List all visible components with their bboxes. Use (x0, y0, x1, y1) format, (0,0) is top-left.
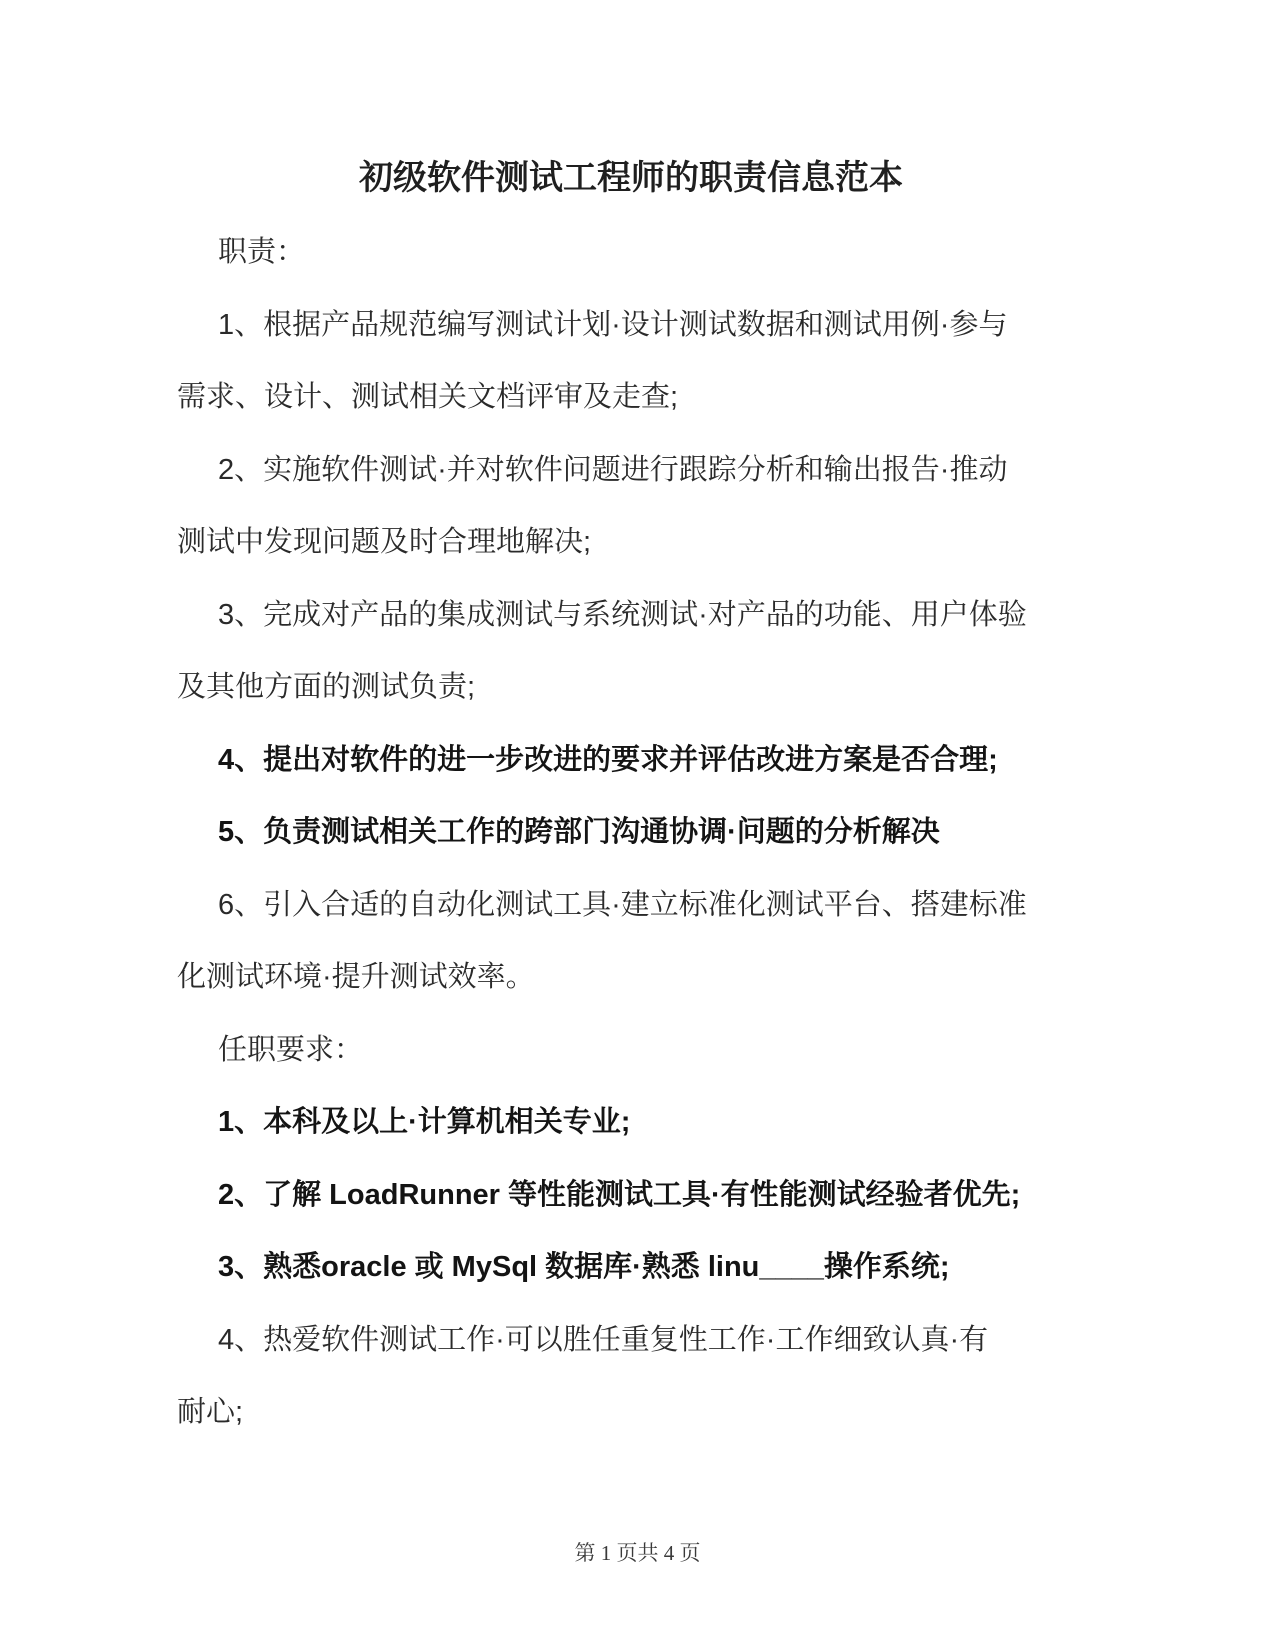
paragraph-line-duty-3a: 3、完成对产品的集成测试与系统测试·对产品的功能、用户体验 (218, 598, 1027, 631)
paragraph-line-requirement-1: 1、本科及以上·计算机相关专业; (218, 1106, 631, 1138)
document-title: 初级软件测试工程师的职责信息范本 (359, 159, 903, 197)
paragraph-line-duty-2a: 2、实施软件测试·并对软件问题进行跟踪分析和输出报告·推动 (218, 453, 1008, 486)
paragraph-line-requirement-4a: 4、热爱软件测试工作·可以胜任重复性工作·工作细致认真·有 (218, 1323, 989, 1356)
paragraph-line-duty-6b: 化测试环境·提升测试效率。 (177, 961, 535, 993)
paragraph-line-duty-1b: 需求、设计、测试相关文档评审及走查; (177, 381, 679, 413)
paragraph-line-duty-6a: 6、引入合适的自动化测试工具·建立标准化测试平台、搭建标准 (218, 888, 1027, 921)
paragraph-line-responsibilities-heading: 职责： (218, 236, 306, 268)
paragraph-line-requirements-heading: 任职要求： (218, 1033, 364, 1066)
paragraph-line-duty-4: 4、提出对软件的进一步改进的要求并评估改进方案是否合理; (218, 743, 998, 776)
paragraph-line-duty-1a: 1、根据产品规范编写测试计划·设计测试数据和测试用例·参与 (218, 308, 1008, 341)
document-body (177, 216, 1085, 1449)
paragraph-line-duty-3b: 及其他方面的测试负责; (177, 671, 476, 703)
paragraph-line-requirement-3: 3、熟悉oracle 或 MySql 数据库·熟悉 linu____操作系统; (218, 1251, 950, 1283)
page-number: 第 1 页共 4 页 (574, 1541, 701, 1565)
paragraph-line-requirement-2: 2、了解 LoadRunner 等性能测试工具·有性能测试经验者优先; (218, 1178, 1021, 1211)
paragraph-line-duty-5: 5、负责测试相关工作的跨部门沟通协调·问题的分析解决 (218, 816, 940, 848)
paragraph-line-duty-2b: 测试中发现问题及时合理地解决; (177, 526, 592, 558)
paragraph-line-requirement-4b: 耐心; (177, 1396, 244, 1428)
